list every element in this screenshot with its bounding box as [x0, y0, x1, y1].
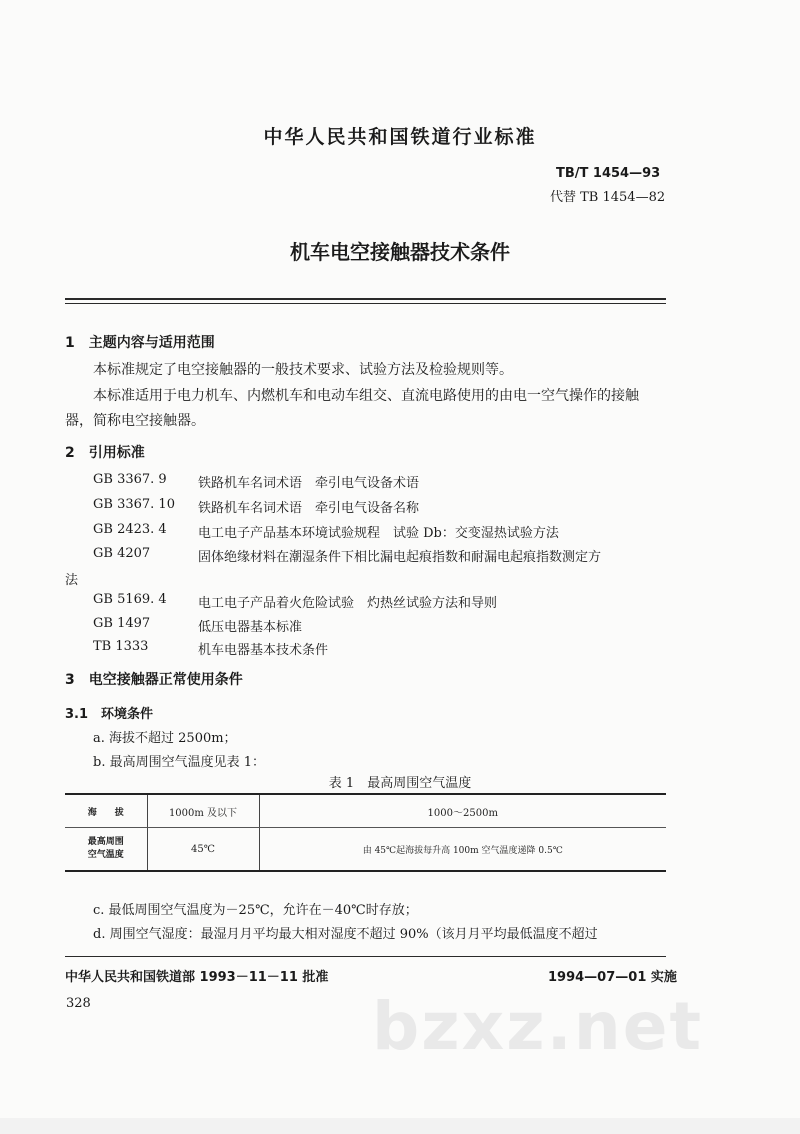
- ref-code: GB 4207: [93, 546, 151, 561]
- condition-item-a: a. 海拔不超过 2500m；: [93, 731, 237, 746]
- ref-code: GB 3367. 10: [93, 497, 175, 512]
- org-title: 中华人民共和国铁道行业标准: [263, 126, 537, 148]
- header-double-rule-bottom: [65, 303, 666, 304]
- ref-title: 电工电子产品基本环境试验规程 试验 Db：交变湿热试验方法: [198, 526, 559, 541]
- table-header-cell: 1000m 及以下: [147, 794, 259, 828]
- ref-title: 铁路机车名词术语 牵引电气设备术语: [198, 476, 420, 491]
- section-3-1-heading: 3.1 环境条件: [65, 707, 154, 722]
- ref-title: 铁路机车名词术语 牵引电气设备名称: [198, 501, 420, 516]
- section-1-heading: 1 主题内容与适用范围: [65, 335, 215, 351]
- ref-code: GB 5169. 4: [93, 592, 167, 607]
- ref-code: GB 1497: [93, 616, 151, 631]
- table-cell-line: 空气温度: [87, 850, 124, 860]
- page-bottom-band: [0, 1118, 800, 1134]
- approval-line: 中华人民共和国铁道部 1993－11－11 批准: [65, 970, 329, 985]
- table-header-cell: 海 拔: [65, 794, 147, 828]
- ref-title: 固体绝缘材料在潮湿条件下相比漏电起痕指数和耐漏电起痕指数测定方: [198, 550, 602, 565]
- ref-title: 低压电器基本标准: [198, 620, 303, 635]
- table-cell: 45℃: [147, 828, 259, 872]
- watermark: bzxz.net: [372, 988, 704, 1065]
- section-1-paragraph-2-cont: 器，简称电空接触器。: [65, 413, 205, 429]
- section-1-paragraph-2: 本标准适用于电力机车、内燃机车和电动车组交、直流电路使用的由电一空气操作的接触: [93, 388, 639, 404]
- table-header-row: [65, 794, 666, 828]
- ref-title-wrap: 法: [65, 573, 79, 588]
- table-cell: 由 45℃起海拔每升高 100m 空气温度递降 0.5℃: [259, 828, 666, 872]
- document-title: 机车电空接触器技术条件: [290, 240, 510, 264]
- condition-item-b: b. 最高周围空气温度见表 1：: [93, 755, 265, 770]
- ref-code: GB 3367. 9: [93, 472, 167, 487]
- header-double-rule-top: [65, 298, 666, 300]
- section-1-paragraph-1: 本标准规定了电空接触器的一般技术要求、试验方法及检验规则等。: [93, 362, 513, 378]
- page-number: 328: [66, 996, 91, 1011]
- ref-code: GB 2423. 4: [93, 522, 167, 537]
- table-cell: [65, 828, 147, 872]
- table-header-cell: 1000～2500m: [259, 794, 666, 828]
- section-3-heading: 3 电空接触器正常使用条件: [65, 672, 243, 688]
- table-cell-line: 最高周围: [87, 837, 124, 847]
- condition-item-c: c. 最低周围空气温度为－25℃，允许在－40℃时存放；: [93, 903, 418, 918]
- table-caption: 表 1 最高周围空气温度: [328, 776, 472, 791]
- standard-number: TB/T 1454—93: [556, 166, 661, 181]
- effective-date: 1994—07—01 实施: [548, 970, 677, 985]
- section-2-heading: 2 引用标准: [65, 445, 145, 461]
- replaces-standard: 代替 TB 1454—82: [550, 190, 666, 205]
- altitude-temperature-table: [65, 793, 666, 872]
- footer-rule: [65, 956, 666, 957]
- ref-code: TB 1333: [93, 639, 149, 654]
- ref-title: 电工电子产品着火危险试验 灼热丝试验方法和导则: [198, 596, 498, 611]
- ref-title: 机车电器基本技术条件: [198, 643, 329, 658]
- condition-item-d: d. 周围空气湿度：最湿月月平均最大相对湿度不超过 90%（该月月平均最低温度不超过: [93, 927, 598, 942]
- table-row: [65, 828, 666, 872]
